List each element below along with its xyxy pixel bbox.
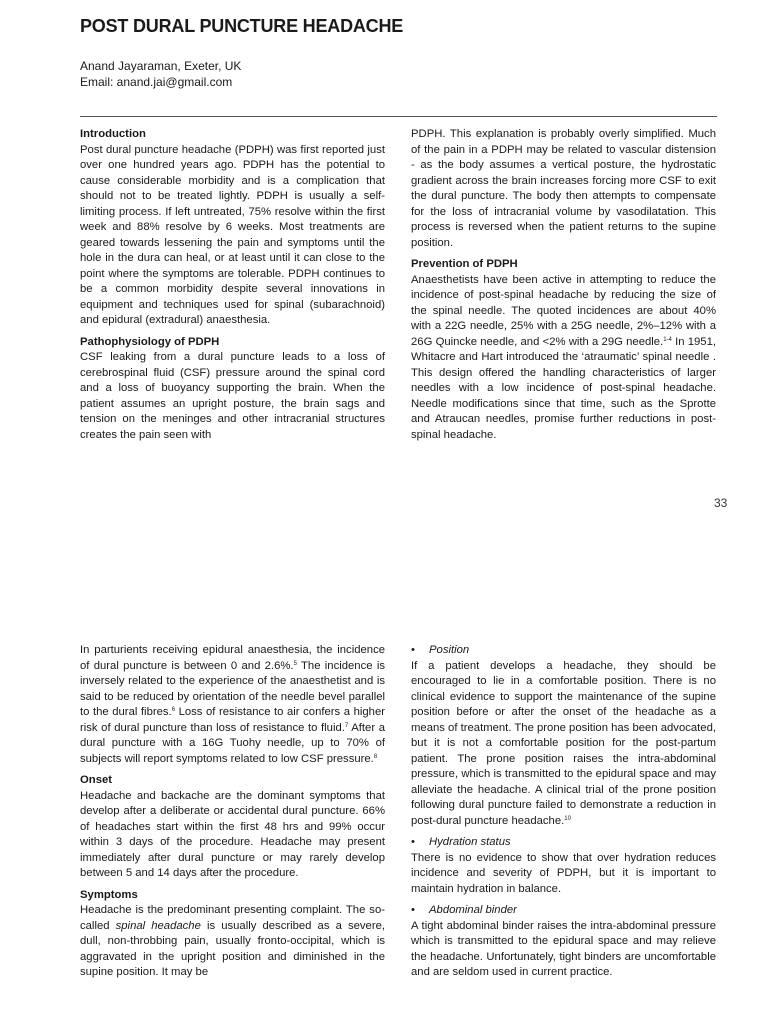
page1-left-column xyxy=(80,127,385,443)
binder-label: Abdominal binder xyxy=(429,904,517,916)
symptoms-b: is usually described as a severe, dull, non-throbbing pain, usually fronto-occipital, which is aggravated in the upright position and diminished in the supine position. It may be xyxy=(80,919,386,978)
parturients-ref-b: 6 xyxy=(171,707,176,713)
bullet-icon: • xyxy=(411,904,415,916)
bullet-icon: • xyxy=(411,644,415,656)
position-bullet xyxy=(411,643,716,659)
parturients-b: The incidence is inversely related to the experience of the anaesthetist and is said to be reduced by orientation of the needle bevel parallel to the dural fibres. xyxy=(80,659,385,718)
author-block xyxy=(80,58,241,90)
position-ref: 10 xyxy=(564,815,571,822)
parturients-text xyxy=(80,643,385,767)
parturients-c: Loss of resistance to air confers a higher risk of dural puncture than loss of resistance to fluid. xyxy=(80,706,385,734)
hydration-bullet xyxy=(411,835,716,851)
position-text xyxy=(411,659,716,830)
bullet-icon: • xyxy=(411,836,415,848)
parturients-ref-a: 5 xyxy=(293,660,297,667)
prevention-text-b: In 1951, Whitacre and Hart introduced the ‘atraumatic’ spinal needle . This design offered the handling characteristics of larger needles with a low incidence of post-spinal headache. Needle modifications since that time, such as the Sprotte and Atraucan needles, promise further reductions in post-spinal headache. xyxy=(411,335,717,441)
parturients-ref-d: 8 xyxy=(373,753,378,760)
page1-right-column xyxy=(411,127,716,443)
page-number: 33 xyxy=(714,496,728,510)
author-name: Anand Jayaraman, Exeter, UK xyxy=(80,59,242,73)
prevention-text xyxy=(411,273,716,444)
prevention-heading: Prevention of PDPH xyxy=(411,258,518,270)
page2-left-column xyxy=(80,643,385,981)
prevention-ref: 1-4 xyxy=(663,336,672,343)
author-email: Email: anand.jai@gmail.com xyxy=(80,75,233,89)
binder-text: A tight abdominal binder raises the intra-abdominal pressure which is transmitted to the epidural space and may relieve the headache. Unfortunately, tight binders are uncomfortable and are seldom used in current practice. xyxy=(411,919,716,978)
page2-right-column xyxy=(411,643,716,981)
pathophysiology-text: CSF leaking from a dural puncture leads to a loss of cerebrospinal fluid (CSF) pressure around the spinal cord and a loss of buoyancy supporting the brain. When the patient assumes an upright posture, the brain sags and tension on the meninges and other intracranial structures creates the pain seen with xyxy=(80,351,385,441)
position-label: Position xyxy=(429,644,470,656)
onset-text: Headache and backache are the dominant symptoms that develop after a deliberate or accidental dural puncture. 66% of headaches start within the first 48 hrs and 99% occur within 3 days of the procedure. Headache may present immediately after dural puncture or may rarely develop between 5 and 14 days after the procedure. xyxy=(80,789,385,879)
pathophysiology-heading: Pathophysiology of PDPH xyxy=(80,335,220,348)
symptoms-em: spinal headache xyxy=(115,919,201,932)
position-text-a: If a patient develops a headache, they should be encouraged to lie in a comfortable position. There is no clinical evidence to support the maintenance of the supine position before or after the onset of the headache as a means of treatment. The prone position has been advocated, but it is not a comfortable position for the post-partum patient. The prone position raises the intra-abdominal pressure, which is transmitted to the epidural space and may alleviate the headache. A clinical trial of the prone position following dural puncture failed to demonstrate a reduction in post-dural puncture headache. xyxy=(411,659,717,827)
introduction-text: Post dural puncture headache (PDPH) was first reported just over one hundred years ago. PDPH has the potential to cause considerable morbidity and is a complication that should not to be treated lightly. PDPH is usually a self-limiting process. If left untreated, 75% resolve within the first week and 88% resolve by 6 weeks. Most treatments are geared towards lessening the pain and symptoms until the hole in the dura can heal, or at least until it can close to the point where the symptoms are tolerable. PDPH continues to be a common morbidity despite several innovations in equipment and techniques used for spinal (subarachnoid) and epidural (extradural) anaesthesia. xyxy=(80,143,385,326)
parturients-ref-c: 7 xyxy=(344,722,349,729)
continuation-text: PDPH. This explanation is probably overly simplified. Much of the pain in a PDPH may be related to vascular distension - as the body assumes a vertical posture, the hydrostatic gradient across the brain increases forcing more CSF to exit the dural puncture. The body then attempts to compensate for the loss of intracranial volume by vasodilatation. This process is reversed when the patient returns to the supine position. xyxy=(411,128,716,249)
hydration-label: Hydration status xyxy=(429,836,511,848)
hydration-text: There is no evidence to show that over hydration reduces incidence and severity of PDPH, but it is important to maintain hydration in balance. xyxy=(411,851,716,895)
introduction-heading: Introduction xyxy=(80,128,146,140)
onset-heading: Onset xyxy=(80,774,113,786)
header-divider xyxy=(80,116,717,117)
parturients-a: In parturients receiving epidural anaesthesia, the incidence of dural puncture is between 0 and 2.6%. xyxy=(80,644,385,672)
article-title: POST DURAL PUNCTURE HEADACHE xyxy=(80,16,404,36)
symptoms-text xyxy=(80,903,385,981)
prevention-text-a: Anaesthetists have been active in attempting to reduce the incidence of post-spinal headache by reducing the size of the spinal needle. The quoted incidences are about 40% with a 22G needle, 25% with a 25G needle, 2%–12% with a 26G Quincke needle, and <2% with a 29G needle. xyxy=(411,273,716,348)
parturients-d: After a dural puncture with a 16G Tuohy needle, up to 70% of subjects will report symptoms related to low CSF pressure. xyxy=(80,721,386,765)
binder-bullet xyxy=(411,903,716,919)
symptoms-heading: Symptoms xyxy=(80,888,138,901)
symptoms-a: Headache is the predominant presenting complaint. The so-called xyxy=(80,904,385,932)
